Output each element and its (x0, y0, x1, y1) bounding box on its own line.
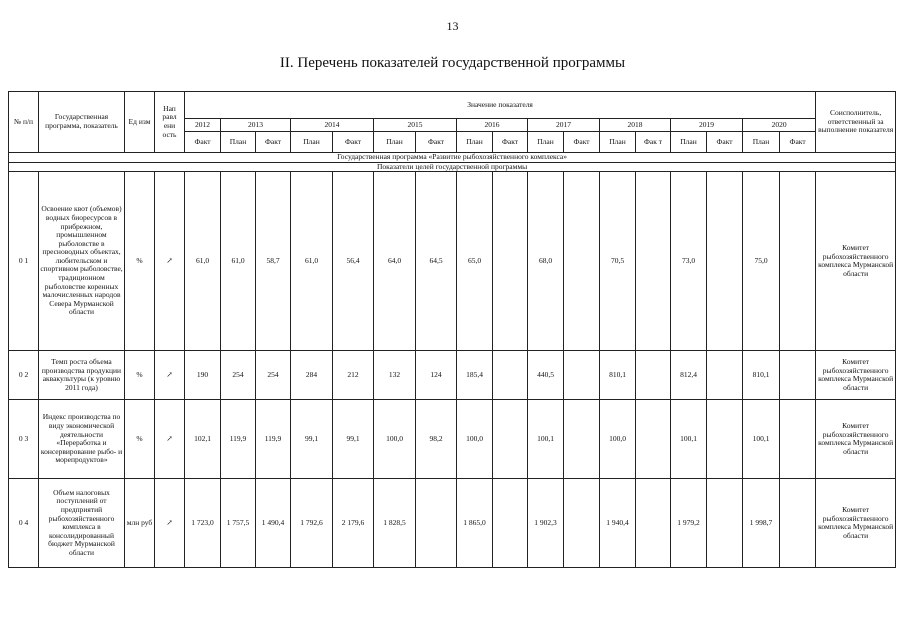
value-cell: 102,1 (185, 400, 221, 479)
direction-arrow-icon: ↗ (155, 351, 185, 400)
value-cell (780, 172, 816, 351)
header-executor: Соисполнитель, ответственный за выполнение показателя (816, 92, 896, 153)
value-cell: 440,5 (528, 351, 564, 400)
value-cell: 124 (416, 351, 457, 400)
header-num: № п/п (9, 92, 39, 153)
col-plan-2020: План (743, 132, 780, 153)
value-cell: 810,1 (743, 351, 780, 400)
col-plan-2014: План (291, 132, 333, 153)
col-fact-2017: Факт (564, 132, 600, 153)
value-cell: 254 (256, 351, 291, 400)
value-cell (780, 400, 816, 479)
col-plan-2018: План (600, 132, 636, 153)
value-cell: 73,0 (671, 172, 707, 351)
program-row: Государственная программа «Развитие рыбохозяйственного комплекса» (9, 153, 896, 163)
value-cell: 212 (333, 351, 374, 400)
value-cell: 185,4 (457, 351, 493, 400)
value-cell: 61,0 (291, 172, 333, 351)
table-row (9, 172, 896, 351)
year-2014: 2014 (291, 119, 374, 132)
value-cell (564, 400, 600, 479)
row-num: 0 4 (9, 479, 39, 568)
indicator-name: Объем налоговых поступлений от предприятий рыбохозяйственного комплекса в консолидированный бюджет Мурманской области (39, 479, 125, 568)
goals-row: Показатели целей государственной программы (9, 162, 896, 172)
col-fact-2019: Факт (707, 132, 743, 153)
header-program: Государственная программа, показатель (39, 92, 125, 153)
indicator-name: Индекс производства по виду экономической деятельности «Переработка и консервирование рыбо- и морепродуктов» (39, 400, 125, 479)
col-plan-2013: План (221, 132, 256, 153)
value-cell: 132 (374, 351, 416, 400)
year-2015: 2015 (374, 119, 457, 132)
value-cell: 1 998,7 (743, 479, 780, 568)
value-cell (493, 172, 528, 351)
value-cell: 75,0 (743, 172, 780, 351)
value-cell (707, 351, 743, 400)
value-cell (707, 479, 743, 568)
value-cell: 61,0 (185, 172, 221, 351)
value-cell: 1 979,2 (671, 479, 707, 568)
value-cell: 119,9 (256, 400, 291, 479)
col-fact-2020: Факт (780, 132, 816, 153)
value-cell: 68,0 (528, 172, 564, 351)
col-fact-2018: Фак т (636, 132, 671, 153)
value-cell: 65,0 (457, 172, 493, 351)
row-num: 0 2 (9, 351, 39, 400)
value-cell: 1 723,0 (185, 479, 221, 568)
unit-cell: млн руб (125, 479, 155, 568)
value-cell: 254 (221, 351, 256, 400)
value-cell: 99,1 (333, 400, 374, 479)
value-cell (780, 479, 816, 568)
value-cell: 100,1 (528, 400, 564, 479)
indicators-table (8, 91, 896, 568)
unit-cell: % (125, 400, 155, 479)
value-cell (564, 172, 600, 351)
value-cell: 119,9 (221, 400, 256, 479)
value-cell: 2 179,6 (333, 479, 374, 568)
year-2018: 2018 (600, 119, 671, 132)
direction-arrow-icon: ↗ (155, 479, 185, 568)
value-cell: 100,0 (374, 400, 416, 479)
page-title: II. Перечень показателей государственной программы (279, 55, 626, 71)
value-cell (636, 479, 671, 568)
value-cell: 98,2 (416, 400, 457, 479)
year-2017: 2017 (528, 119, 600, 132)
value-cell: 1 792,6 (291, 479, 333, 568)
value-cell (636, 172, 671, 351)
indicator-name: Темп роста объема производства продукции аквакультуры (к уровню 2011 года) (39, 351, 125, 400)
value-cell: 100,1 (743, 400, 780, 479)
value-cell (493, 400, 528, 479)
direction-arrow-icon: ↗ (155, 172, 185, 351)
value-cell: 56,4 (333, 172, 374, 351)
value-cell: 1 490,4 (256, 479, 291, 568)
table-row (9, 479, 896, 568)
header-unit: Ед изм (125, 92, 155, 153)
col-plan-2015: План (374, 132, 416, 153)
page-number: 13 (446, 19, 459, 33)
unit-cell: % (125, 172, 155, 351)
col-fact-2014: Факт (333, 132, 374, 153)
value-cell: 284 (291, 351, 333, 400)
col-plan-2016: План (457, 132, 493, 153)
value-cell: 810,1 (600, 351, 636, 400)
value-cell: 61,0 (221, 172, 256, 351)
value-cell: 1 757,5 (221, 479, 256, 568)
col-fact-2012: Факт (185, 132, 221, 153)
executor-cell: Комитет рыбохозяйственного комплекса Мурманской области (816, 351, 896, 400)
value-cell (493, 351, 528, 400)
value-cell (707, 400, 743, 479)
value-cell: 1 940,4 (600, 479, 636, 568)
col-plan-2019: План (671, 132, 707, 153)
executor-cell: Комитет рыбохозяйственного комплекса Мурманской области (816, 479, 896, 568)
value-cell: 58,7 (256, 172, 291, 351)
table-row (9, 400, 896, 479)
value-cell (493, 479, 528, 568)
value-cell (636, 400, 671, 479)
value-cell: 1 865,0 (457, 479, 493, 568)
value-cell (416, 479, 457, 568)
value-cell: 190 (185, 351, 221, 400)
col-fact-2015: Факт (416, 132, 457, 153)
value-cell: 1 902,3 (528, 479, 564, 568)
unit-cell: % (125, 351, 155, 400)
year-2012: 2012 (185, 119, 221, 132)
row-num: 0 1 (9, 172, 39, 351)
table-row (9, 351, 896, 400)
header-value: Значение показателя (185, 92, 816, 119)
value-cell (780, 351, 816, 400)
direction-arrow-icon: ↗ (155, 400, 185, 479)
col-plan-2017: План (528, 132, 564, 153)
value-cell: 64,0 (374, 172, 416, 351)
value-cell: 70,5 (600, 172, 636, 351)
executor-cell: Комитет рыбохозяйственного комплекса Мурманской области (816, 400, 896, 479)
value-cell: 64,5 (416, 172, 457, 351)
indicator-name: Освоение квот (объемов) водных биоресурсов в прибрежном, промышленном рыболовстве в пресноводных объектах, любительском и спортивном рыболовстве, традиционном рыболовстве коренных малочисленных народов Севера Мурманской области (39, 172, 125, 351)
year-2013: 2013 (221, 119, 291, 132)
value-cell: 99,1 (291, 400, 333, 479)
executor-cell: Комитет рыбохозяйственного комплекса Мурманской области (816, 172, 896, 351)
year-2020: 2020 (743, 119, 816, 132)
year-2019: 2019 (671, 119, 743, 132)
header-direction: Нап равл ени ость (155, 92, 185, 153)
value-cell: 100,1 (671, 400, 707, 479)
value-cell (564, 479, 600, 568)
col-fact-2016: Факт (493, 132, 528, 153)
value-cell (564, 351, 600, 400)
value-cell: 100,0 (600, 400, 636, 479)
row-num: 0 3 (9, 400, 39, 479)
col-fact-2013: Факт (256, 132, 291, 153)
value-cell: 1 828,5 (374, 479, 416, 568)
value-cell (636, 351, 671, 400)
value-cell (707, 172, 743, 351)
value-cell: 100,0 (457, 400, 493, 479)
year-2016: 2016 (457, 119, 528, 132)
value-cell: 812,4 (671, 351, 707, 400)
